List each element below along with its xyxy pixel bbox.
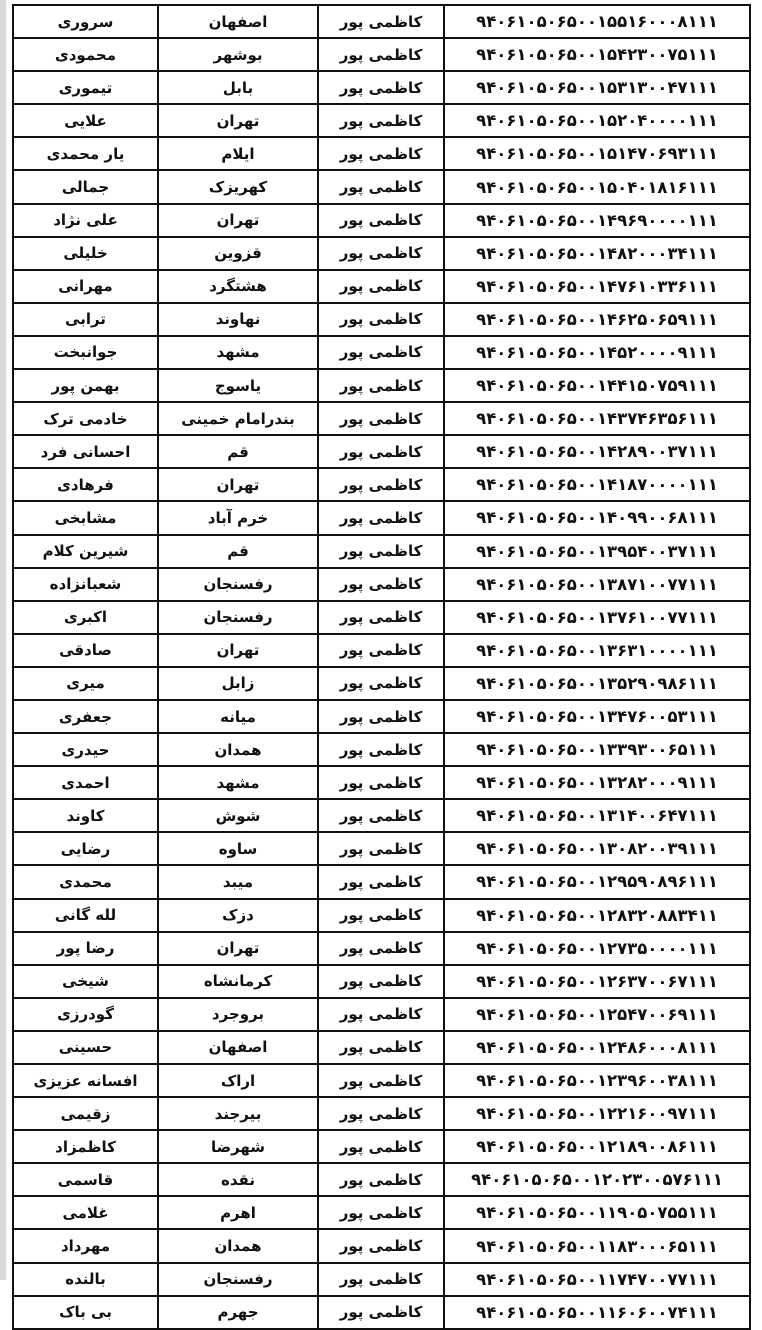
table-row [13, 402, 750, 435]
last-name-cell: جعفری [13, 700, 158, 733]
city-cell: نهاوند [158, 303, 318, 336]
table-row [13, 733, 750, 766]
last-name-cell: خادمی ترک [13, 402, 158, 435]
city-cell: مشهد [158, 336, 318, 369]
last-name-cell: بالنده [13, 1263, 158, 1296]
iban-cell: ۹۴۰۶۱۰۵۰۶۵۰۰۱۴۰۹۹۰۰۶۸۱۱۱ [444, 501, 750, 534]
city-cell: شوش [158, 799, 318, 832]
city-cell: اهرم [158, 1196, 318, 1229]
table-row [13, 237, 750, 270]
last-name-cell: مشابخی [13, 501, 158, 534]
city-cell: قم [158, 435, 318, 468]
table-row [13, 468, 750, 501]
city-cell: دزک [158, 899, 318, 932]
family-name-cell: کاظمی پور [318, 865, 444, 898]
iban-cell: ۹۴۰۶۱۰۵۰۶۵۰۰۱۳۴۷۶۰۰۵۳۱۱۱ [444, 700, 750, 733]
table-row [13, 435, 750, 468]
iban-cell: ۹۴۰۶۱۰۵۰۶۵۰۰۱۳۰۸۲۰۰۳۹۱۱۱ [444, 832, 750, 865]
city-cell: تهران [158, 104, 318, 137]
table-row [13, 369, 750, 402]
iban-cell: ۹۴۰۶۱۰۵۰۶۵۰۰۱۴۸۲۰۰۰۳۴۱۱۱ [444, 237, 750, 270]
family-name-cell: کاظمی پور [318, 501, 444, 534]
city-cell: تهران [158, 634, 318, 667]
family-name-cell: کاظمی پور [318, 667, 444, 700]
iban-cell: ۹۴۰۶۱۰۵۰۶۵۰۰۱۴۱۸۷۰۰۰۰۱۱۱ [444, 468, 750, 501]
table-row [13, 1296, 750, 1329]
city-cell: میبد [158, 865, 318, 898]
family-name-cell: کاظمی پور [318, 899, 444, 932]
table-row [13, 204, 750, 237]
family-name-cell: کاظمی پور [318, 170, 444, 203]
family-name-cell: کاظمی پور [318, 568, 444, 601]
iban-cell: ۹۴۰۶۱۰۵۰۶۵۰۰۱۳۷۶۱۰۰۷۷۱۱۱ [444, 601, 750, 634]
city-cell: مشهد [158, 766, 318, 799]
iban-cell: ۹۴۰۶۱۰۵۰۶۵۰۰۱۳۳۹۳۰۰۶۵۱۱۱ [444, 733, 750, 766]
city-cell: قزوین [158, 237, 318, 270]
table-row [13, 932, 750, 965]
family-name-cell: کاظمی پور [318, 104, 444, 137]
city-cell: یاسوج [158, 369, 318, 402]
iban-cell: ۹۴۰۶۱۰۵۰۶۵۰۰۱۵۲۰۴۰۰۰۰۱۱۱ [444, 104, 750, 137]
iban-cell: ۹۴۰۶۱۰۵۰۶۵۰۰۱۱۷۴۷۰۰۷۷۱۱۱ [444, 1263, 750, 1296]
table-row [13, 965, 750, 998]
family-name-cell: کاظمی پور [318, 1229, 444, 1262]
iban-cell: ۹۴۰۶۱۰۵۰۶۵۰۰۱۵۳۱۳۰۰۴۷۱۱۱ [444, 71, 750, 104]
iban-cell: ۹۴۰۶۱۰۵۰۶۵۰۰۱۴۶۲۵۰۶۵۹۱۱۱ [444, 303, 750, 336]
iban-cell: ۹۴۰۶۱۰۵۰۶۵۰۰۱۲۲۱۶۰۰۹۷۱۱۱ [444, 1097, 750, 1130]
last-name-cell: خلیلی [13, 237, 158, 270]
name-list-table [12, 4, 751, 1330]
iban-cell: ۹۴۰۶۱۰۵۰۶۵۰۰۱۵۱۴۷۰۶۹۳۱۱۱ [444, 137, 750, 170]
family-name-cell: کاظمی پور [318, 1196, 444, 1229]
family-name-cell: کاظمی پور [318, 601, 444, 634]
table-row [13, 38, 750, 71]
last-name-cell: محمودی [13, 38, 158, 71]
family-name-cell: کاظمی پور [318, 1296, 444, 1329]
family-name-cell: کاظمی پور [318, 965, 444, 998]
city-cell: ساوه [158, 832, 318, 865]
table-body [13, 5, 750, 1329]
family-name-cell: کاظمی پور [318, 204, 444, 237]
city-cell: خرم آباد [158, 501, 318, 534]
family-name-cell: کاظمی پور [318, 270, 444, 303]
city-cell: ایلام [158, 137, 318, 170]
table-row [13, 270, 750, 303]
family-name-cell: کاظمی پور [318, 336, 444, 369]
family-name-cell: کاظمی پور [318, 998, 444, 1031]
table-row [13, 998, 750, 1031]
last-name-cell: احسانی فرد [13, 435, 158, 468]
iban-cell: ۹۴۰۶۱۰۵۰۶۵۰۰۱۳۹۵۴۰۰۳۷۱۱۱ [444, 535, 750, 568]
city-cell: اصفهان [158, 1031, 318, 1064]
city-cell: رفسنجان [158, 1263, 318, 1296]
family-name-cell: کاظمی پور [318, 535, 444, 568]
iban-cell: ۹۴۰۶۱۰۵۰۶۵۰۰۱۴۷۶۱۰۳۳۶۱۱۱ [444, 270, 750, 303]
table-row [13, 766, 750, 799]
city-cell: بندرامام خمینی [158, 402, 318, 435]
city-cell: رفسنجان [158, 601, 318, 634]
family-name-cell: کاظمی پور [318, 932, 444, 965]
family-name-cell: کاظمی پور [318, 38, 444, 71]
city-cell: شهرضا [158, 1130, 318, 1163]
family-name-cell: کاظمی پور [318, 369, 444, 402]
city-cell: نقده [158, 1163, 318, 1196]
table-row [13, 1031, 750, 1064]
city-cell: هشتگرد [158, 270, 318, 303]
table-row [13, 170, 750, 203]
iban-cell: ۹۴۰۶۱۰۵۰۶۵۰۰۱۲۹۵۹۰۸۹۶۱۱۱ [444, 865, 750, 898]
table-row [13, 1263, 750, 1296]
family-name-cell: کاظمی پور [318, 1064, 444, 1097]
city-cell: اراک [158, 1064, 318, 1097]
city-cell: بابل [158, 71, 318, 104]
family-name-cell: کاظمی پور [318, 700, 444, 733]
table-row [13, 634, 750, 667]
iban-cell: ۹۴۰۶۱۰۵۰۶۵۰۰۱۲۵۴۷۰۰۶۹۱۱۱ [444, 998, 750, 1031]
last-name-cell: کاوند [13, 799, 158, 832]
city-cell: اصفهان [158, 5, 318, 38]
table-row [13, 799, 750, 832]
iban-cell: ۹۴۰۶۱۰۵۰۶۵۰۰۱۱۶۰۶۰۰۷۴۱۱۱ [444, 1296, 750, 1329]
family-name-cell: کاظمی پور [318, 733, 444, 766]
iban-cell: ۹۴۰۶۱۰۵۰۶۵۰۰۱۴۹۶۹۰۰۰۰۱۱۱ [444, 204, 750, 237]
iban-cell: ۹۴۰۶۱۰۵۰۶۵۰۰۱۳۱۴۰۰۶۴۷۱۱۱ [444, 799, 750, 832]
iban-cell: ۹۴۰۶۱۰۵۰۶۵۰۰۱۲۶۳۷۰۰۶۷۱۱۱ [444, 965, 750, 998]
last-name-cell: حسینی [13, 1031, 158, 1064]
last-name-cell: مهرداد [13, 1229, 158, 1262]
page-edge-shadow [0, 0, 6, 1280]
table-row [13, 501, 750, 534]
family-name-cell: کاظمی پور [318, 832, 444, 865]
table-row [13, 1064, 750, 1097]
last-name-cell: مهرانی [13, 270, 158, 303]
last-name-cell: تیموری [13, 71, 158, 104]
last-name-cell: بی باک [13, 1296, 158, 1329]
city-cell: بروجرد [158, 998, 318, 1031]
table-row [13, 667, 750, 700]
table-row [13, 700, 750, 733]
last-name-cell: صادقی [13, 634, 158, 667]
last-name-cell: ترابی [13, 303, 158, 336]
family-name-cell: کاظمی پور [318, 634, 444, 667]
city-cell: میانه [158, 700, 318, 733]
last-name-cell: سروری [13, 5, 158, 38]
table-row [13, 535, 750, 568]
table-row [13, 1130, 750, 1163]
family-name-cell: کاظمی پور [318, 237, 444, 270]
family-name-cell: کاظمی پور [318, 1263, 444, 1296]
city-cell: تهران [158, 204, 318, 237]
last-name-cell: فرهادی [13, 468, 158, 501]
last-name-cell: میری [13, 667, 158, 700]
last-name-cell: حیدری [13, 733, 158, 766]
table-row [13, 104, 750, 137]
last-name-cell: جمالی [13, 170, 158, 203]
iban-cell: ۹۴۰۶۱۰۵۰۶۵۰۰۱۲۰۲۳۰۰۵۷۶۱۱۱ [444, 1163, 750, 1196]
table-row [13, 71, 750, 104]
iban-cell: ۹۴۰۶۱۰۵۰۶۵۰۰۱۲۴۸۶۰۰۰۸۱۱۱ [444, 1031, 750, 1064]
city-cell: بوشهر [158, 38, 318, 71]
family-name-cell: کاظمی پور [318, 137, 444, 170]
family-name-cell: کاظمی پور [318, 1097, 444, 1130]
iban-cell: ۹۴۰۶۱۰۵۰۶۵۰۰۱۵۵۱۶۰۰۰۸۱۱۱ [444, 5, 750, 38]
last-name-cell: گودرزی [13, 998, 158, 1031]
last-name-cell: یار محمدی [13, 137, 158, 170]
table-row [13, 5, 750, 38]
last-name-cell: رضایی [13, 832, 158, 865]
family-name-cell: کاظمی پور [318, 303, 444, 336]
iban-cell: ۹۴۰۶۱۰۵۰۶۵۰۰۱۳۸۷۱۰۰۷۷۱۱۱ [444, 568, 750, 601]
city-cell: زابل [158, 667, 318, 700]
family-name-cell: کاظمی پور [318, 468, 444, 501]
city-cell: رفسنجان [158, 568, 318, 601]
family-name-cell: کاظمی پور [318, 71, 444, 104]
table-row [13, 1163, 750, 1196]
table-row [13, 865, 750, 898]
iban-cell: ۹۴۰۶۱۰۵۰۶۵۰۰۱۵۰۴۰۱۸۱۶۱۱۱ [444, 170, 750, 203]
family-name-cell: کاظمی پور [318, 5, 444, 38]
iban-cell: ۹۴۰۶۱۰۵۰۶۵۰۰۱۴۵۲۰۰۰۰۹۱۱۱ [444, 336, 750, 369]
last-name-cell: زقیمی [13, 1097, 158, 1130]
last-name-cell: شیخی [13, 965, 158, 998]
iban-cell: ۹۴۰۶۱۰۵۰۶۵۰۰۱۲۸۳۲۰۸۸۳۴۱۱ [444, 899, 750, 932]
family-name-cell: کاظمی پور [318, 1031, 444, 1064]
iban-cell: ۹۴۰۶۱۰۵۰۶۵۰۰۱۱۹۰۵۰۷۵۵۱۱۱ [444, 1196, 750, 1229]
city-cell: تهران [158, 468, 318, 501]
last-name-cell: احمدی [13, 766, 158, 799]
family-name-cell: کاظمی پور [318, 1163, 444, 1196]
city-cell: همدان [158, 733, 318, 766]
last-name-cell: اکبری [13, 601, 158, 634]
family-name-cell: کاظمی پور [318, 402, 444, 435]
iban-cell: ۹۴۰۶۱۰۵۰۶۵۰۰۱۱۸۳۰۰۰۶۵۱۱۱ [444, 1229, 750, 1262]
last-name-cell: شیرین کلام [13, 535, 158, 568]
table-row [13, 1097, 750, 1130]
iban-cell: ۹۴۰۶۱۰۵۰۶۵۰۰۱۳۶۳۱۰۰۰۰۱۱۱ [444, 634, 750, 667]
last-name-cell: لله گانی [13, 899, 158, 932]
last-name-cell: افسانه عزیزی [13, 1064, 158, 1097]
table-row [13, 568, 750, 601]
city-cell: جهرم [158, 1296, 318, 1329]
last-name-cell: قاسمی [13, 1163, 158, 1196]
city-cell: کرمانشاه [158, 965, 318, 998]
last-name-cell: شعبانزاده [13, 568, 158, 601]
last-name-cell: جوانبخت [13, 336, 158, 369]
iban-cell: ۹۴۰۶۱۰۵۰۶۵۰۰۱۳۲۸۲۰۰۰۹۱۱۱ [444, 766, 750, 799]
last-name-cell: کاظمزاد [13, 1130, 158, 1163]
last-name-cell: رضا پور [13, 932, 158, 965]
city-cell: بیرجند [158, 1097, 318, 1130]
iban-cell: ۹۴۰۶۱۰۵۰۶۵۰۰۱۳۵۲۹۰۹۸۶۱۱۱ [444, 667, 750, 700]
city-cell: تهران [158, 932, 318, 965]
family-name-cell: کاظمی پور [318, 766, 444, 799]
last-name-cell: علی نژاد [13, 204, 158, 237]
table-row [13, 832, 750, 865]
last-name-cell: بهمن پور [13, 369, 158, 402]
city-cell: قم [158, 535, 318, 568]
table-row [13, 899, 750, 932]
table-row [13, 1196, 750, 1229]
family-name-cell: کاظمی پور [318, 799, 444, 832]
iban-cell: ۹۴۰۶۱۰۵۰۶۵۰۰۱۴۲۸۹۰۰۳۷۱۱۱ [444, 435, 750, 468]
iban-cell: ۹۴۰۶۱۰۵۰۶۵۰۰۱۵۴۲۳۰۰۷۵۱۱۱ [444, 38, 750, 71]
table-row [13, 137, 750, 170]
table-row [13, 601, 750, 634]
city-cell: همدان [158, 1229, 318, 1262]
table-row [13, 1229, 750, 1262]
family-name-cell: کاظمی پور [318, 435, 444, 468]
table-row [13, 336, 750, 369]
iban-cell: ۹۴۰۶۱۰۵۰۶۵۰۰۱۴۳۷۴۶۳۵۶۱۱۱ [444, 402, 750, 435]
table-row [13, 303, 750, 336]
iban-cell: ۹۴۰۶۱۰۵۰۶۵۰۰۱۴۴۱۵۰۷۵۹۱۱۱ [444, 369, 750, 402]
last-name-cell: محمدی [13, 865, 158, 898]
city-cell: کهریزک [158, 170, 318, 203]
iban-cell: ۹۴۰۶۱۰۵۰۶۵۰۰۱۲۳۹۶۰۰۳۸۱۱۱ [444, 1064, 750, 1097]
iban-cell: ۹۴۰۶۱۰۵۰۶۵۰۰۱۲۱۸۹۰۰۸۶۱۱۱ [444, 1130, 750, 1163]
family-name-cell: کاظمی پور [318, 1130, 444, 1163]
last-name-cell: علایی [13, 104, 158, 137]
iban-cell: ۹۴۰۶۱۰۵۰۶۵۰۰۱۲۷۳۵۰۰۰۰۱۱۱ [444, 932, 750, 965]
last-name-cell: غلامی [13, 1196, 158, 1229]
